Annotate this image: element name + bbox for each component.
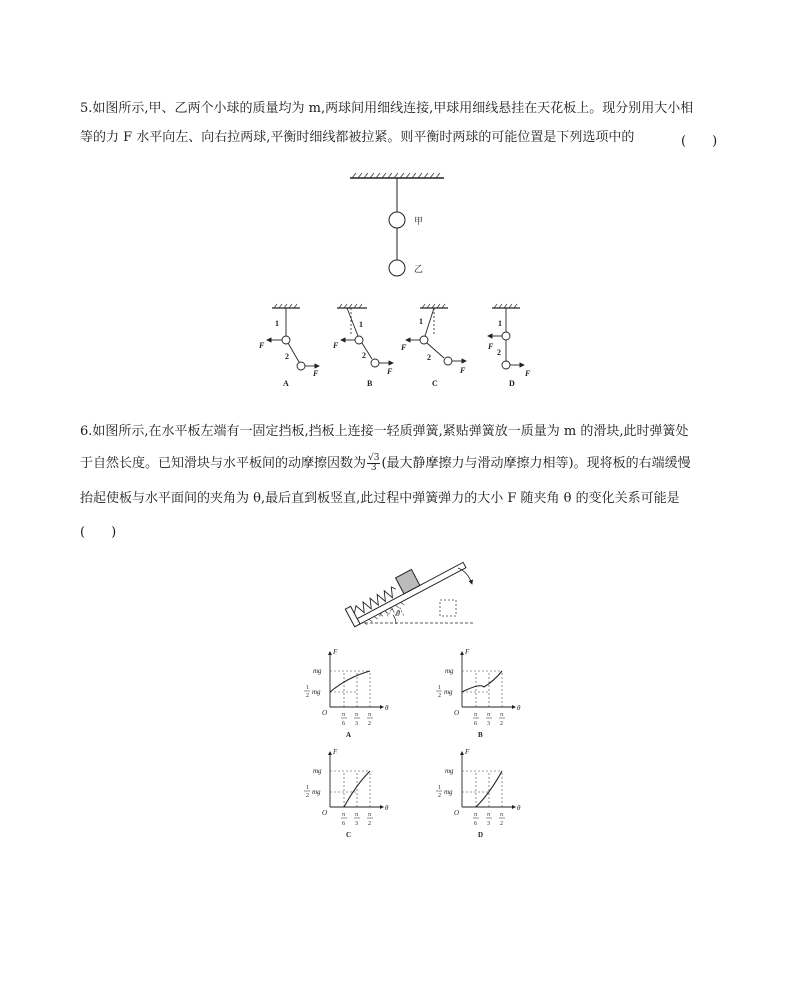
svg-text:B: B bbox=[367, 379, 373, 388]
x-tick-den: 2 bbox=[500, 821, 503, 827]
theta-label: θ bbox=[396, 609, 400, 618]
ball-yi-label: 乙 bbox=[414, 264, 424, 274]
graph-option-label: C bbox=[346, 831, 352, 839]
half-num: 1 bbox=[306, 785, 309, 791]
q5-text-line-2: 等的力 F 水平向左、向右拉两球,平衡时细线都被拉紧。则平衡时两球的可能位置是下列选项中的 bbox=[80, 130, 635, 145]
x-tick-den: 6 bbox=[342, 821, 345, 827]
svg-text:F: F bbox=[401, 343, 407, 352]
x-tick-num: π bbox=[487, 812, 491, 818]
mg-label: mg bbox=[313, 667, 322, 675]
svg-text:F: F bbox=[387, 367, 393, 376]
q6-text-line-2: 于自然长度。已知滑块与水平板间的动摩擦因数为 $\frac{√3}{3}$ (最大静摩擦力与滑动摩擦力相等)。现将板的右端缓慢 bbox=[80, 453, 691, 473]
svg-text:F: F bbox=[488, 342, 494, 351]
svg-text:F: F bbox=[259, 341, 265, 350]
curve bbox=[330, 671, 370, 692]
q5-answer-paren: ( ) bbox=[681, 134, 718, 149]
half-num: 1 bbox=[306, 685, 309, 691]
svg-text:2: 2 bbox=[362, 351, 366, 360]
q6-text-line-3: 抬起使板与水平面间的夹角为 θ,最后直到板竖直,此过程中弹簧弹力的大小 F 随夹角 θ 的变化关系可能是 bbox=[80, 491, 680, 506]
y-axis-label: F bbox=[465, 748, 470, 756]
svg-text:2: 2 bbox=[497, 348, 501, 357]
x-tick-den: 3 bbox=[487, 721, 490, 727]
x-axis-label: θ bbox=[517, 804, 521, 812]
half-den: 2 bbox=[438, 693, 441, 699]
y-axis-label: F bbox=[465, 648, 470, 656]
x-tick-num: π bbox=[342, 712, 346, 718]
block-original-dashed bbox=[440, 600, 456, 616]
x-tick-num: π bbox=[487, 712, 491, 718]
origin-label: O bbox=[454, 709, 460, 717]
ceiling-hatch bbox=[350, 173, 444, 178]
svg-text:1: 1 bbox=[498, 319, 502, 328]
half-mg-label: mg bbox=[312, 688, 321, 696]
q6-graphs bbox=[290, 645, 550, 845]
ball-jia-label: 甲 bbox=[414, 216, 424, 226]
x-tick-num: π bbox=[368, 812, 372, 818]
x-tick-den: 2 bbox=[500, 721, 503, 727]
curve bbox=[462, 671, 502, 692]
half-mg-label: mg bbox=[444, 788, 453, 796]
svg-text:2: 2 bbox=[427, 353, 431, 362]
y-axis-label: F bbox=[333, 648, 338, 656]
y-axis-label: F bbox=[333, 748, 338, 756]
graph-b bbox=[436, 648, 521, 739]
svg-text:F: F bbox=[525, 369, 531, 378]
graph-d bbox=[436, 748, 521, 839]
half-mg-label: mg bbox=[312, 788, 321, 796]
x-axis-label: θ bbox=[385, 704, 389, 712]
graph-option-label: A bbox=[346, 731, 352, 739]
q6-incline-figure bbox=[340, 552, 480, 632]
q5-option-a bbox=[258, 304, 319, 388]
mg-label: mg bbox=[445, 667, 454, 675]
x-tick-num: π bbox=[355, 812, 359, 818]
half-mg-label: mg bbox=[444, 688, 453, 696]
half-num: 1 bbox=[438, 685, 441, 691]
svg-text:1: 1 bbox=[419, 317, 423, 326]
x-tick-den: 3 bbox=[355, 821, 358, 827]
ball-jia bbox=[389, 212, 405, 228]
x-tick-den: 6 bbox=[342, 721, 345, 727]
q5-options-figure bbox=[255, 302, 545, 394]
half-den: 2 bbox=[438, 793, 441, 799]
q6-text-line-1: 6.如图所示,在水平板左端有一固定挡板,挡板上连接一轻质弹簧,紧贴弹簧放一质量为 m 的滑块,此时弹簧处 bbox=[80, 424, 689, 439]
svg-text:2: 2 bbox=[285, 352, 289, 361]
q5-option-d bbox=[487, 304, 531, 388]
x-tick-den: 2 bbox=[368, 821, 371, 827]
svg-text:1: 1 bbox=[359, 320, 363, 329]
x-tick-den: 2 bbox=[368, 721, 371, 727]
q5-main-figure bbox=[340, 168, 460, 288]
baffle bbox=[345, 606, 360, 626]
x-tick-den: 6 bbox=[474, 721, 477, 727]
x-tick-num: π bbox=[474, 712, 478, 718]
q5-option-b bbox=[332, 304, 393, 388]
svg-text:F: F bbox=[460, 366, 466, 375]
x-axis-label: θ bbox=[517, 704, 521, 712]
x-tick-num: π bbox=[342, 812, 346, 818]
x-tick-den: 6 bbox=[474, 821, 477, 827]
q5-text-line-1: 5.如图所示,甲、乙两个小球的质量均为 m,两球间用细线连接,甲球用细线悬挂在天花板上。现分别用大小相 bbox=[80, 101, 694, 116]
x-tick-num: π bbox=[500, 812, 504, 818]
origin-label: O bbox=[454, 809, 460, 817]
half-den: 2 bbox=[306, 793, 309, 799]
svg-text:1: 1 bbox=[275, 319, 279, 328]
origin-label: O bbox=[322, 709, 328, 717]
mg-label: mg bbox=[445, 767, 454, 775]
mg-label: mg bbox=[313, 767, 322, 775]
graph-a bbox=[304, 648, 389, 739]
origin-label: O bbox=[322, 809, 328, 817]
ball-yi bbox=[389, 260, 405, 276]
x-tick-num: π bbox=[368, 712, 372, 718]
x-tick-num: π bbox=[500, 712, 504, 718]
x-tick-num: π bbox=[355, 712, 359, 718]
q6-answer-paren: ( ) bbox=[80, 525, 117, 540]
x-axis-label: θ bbox=[385, 804, 389, 812]
friction-fraction: $\frac{√3}{3}$ bbox=[368, 453, 380, 473]
q5-option-c bbox=[400, 304, 466, 388]
half-den: 2 bbox=[306, 693, 309, 699]
svg-text:A: A bbox=[283, 379, 289, 388]
x-tick-den: 3 bbox=[355, 721, 358, 727]
graph-option-label: B bbox=[478, 731, 483, 739]
graph-c bbox=[304, 748, 389, 839]
svg-text:F: F bbox=[313, 369, 319, 378]
svg-text:C: C bbox=[432, 379, 438, 388]
svg-text:D: D bbox=[509, 379, 515, 388]
x-tick-num: π bbox=[474, 812, 478, 818]
graph-option-label: D bbox=[478, 831, 484, 839]
half-num: 1 bbox=[438, 785, 441, 791]
x-tick-den: 3 bbox=[487, 821, 490, 827]
svg-text:F: F bbox=[333, 341, 339, 350]
